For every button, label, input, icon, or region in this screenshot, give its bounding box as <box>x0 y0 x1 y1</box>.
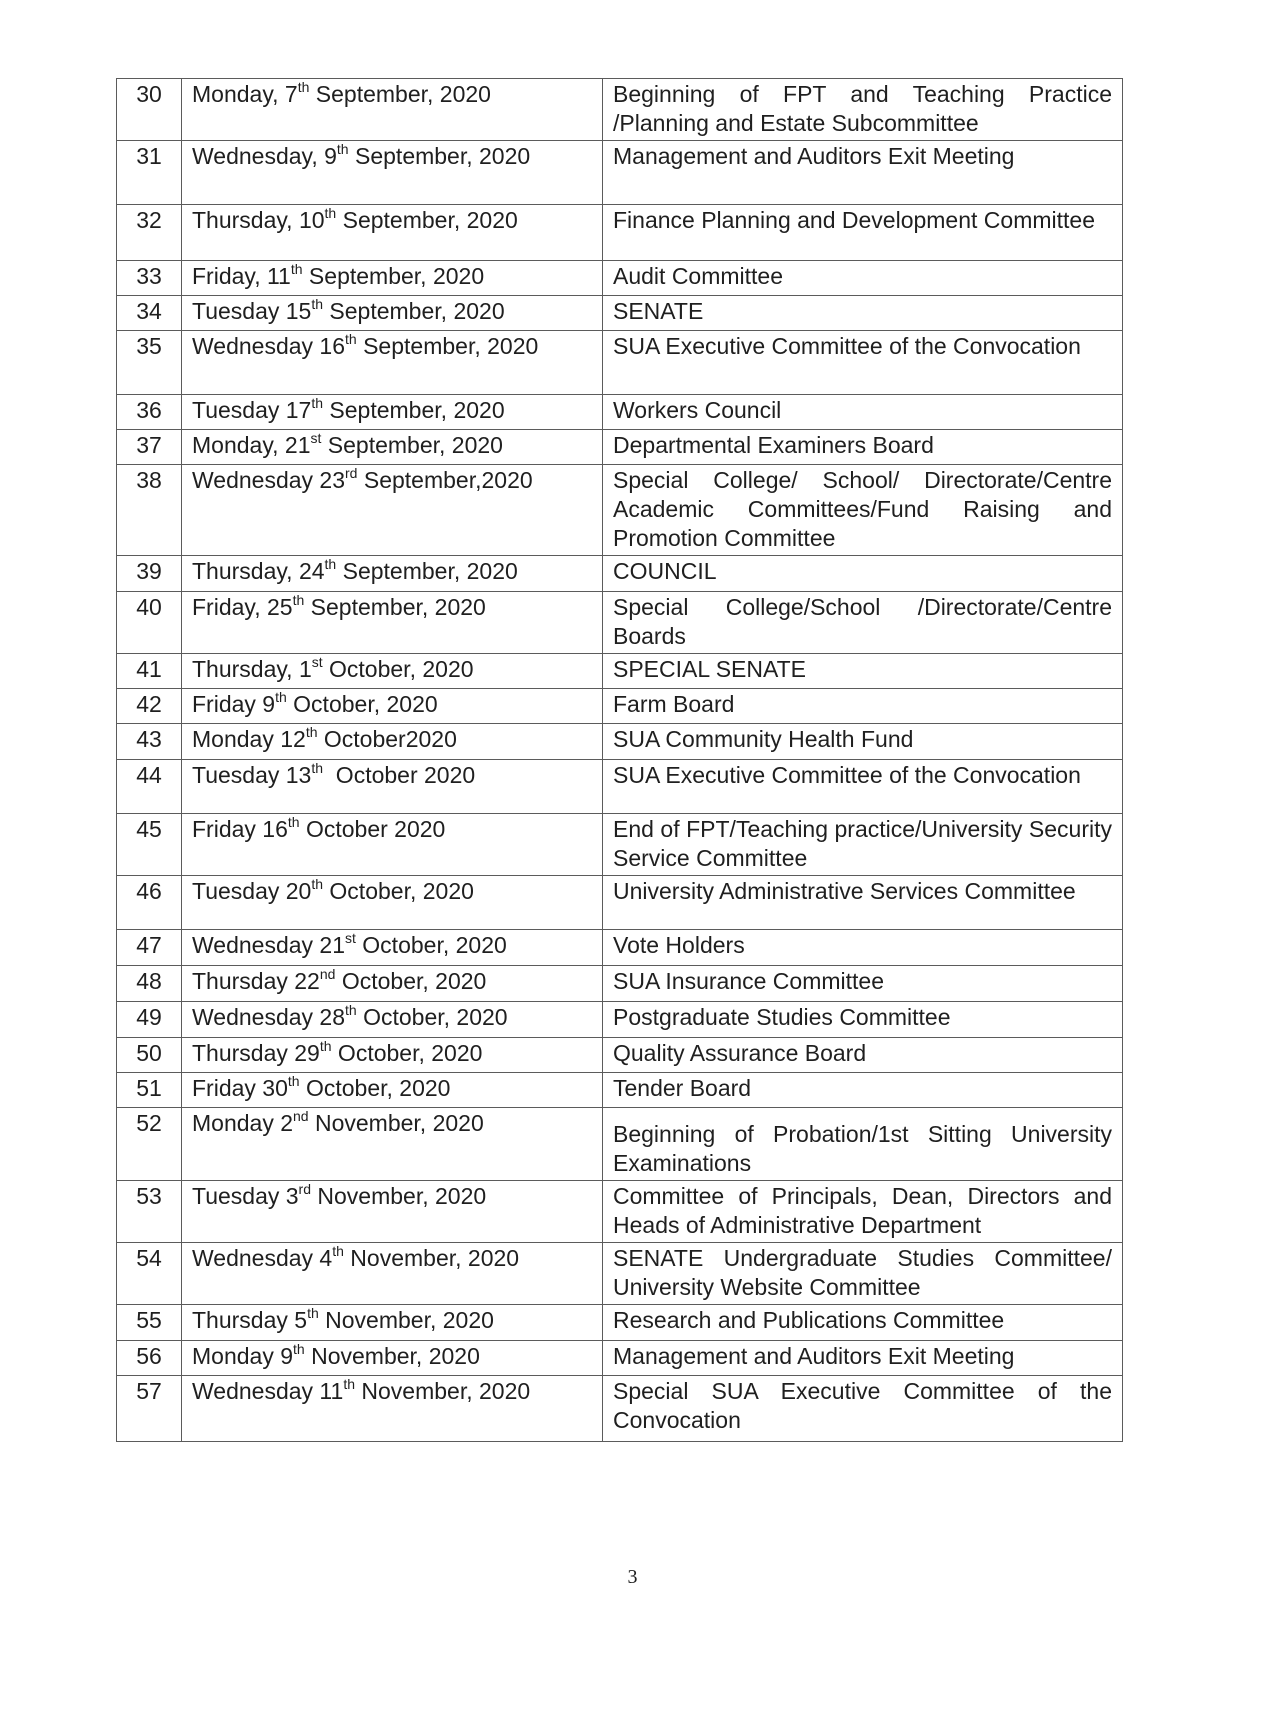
date-month-year: November, 2020 <box>311 1183 487 1209</box>
date-ordinal-suffix: th <box>311 876 324 892</box>
date-ordinal-suffix: th <box>287 814 300 830</box>
meeting-date <box>182 79 603 141</box>
table-row <box>117 556 1123 592</box>
table-row <box>117 592 1123 654</box>
date-month-year: October, 2020 <box>322 656 474 682</box>
meeting-date <box>182 296 603 331</box>
row-number: 31 <box>117 141 182 205</box>
table-row <box>117 1243 1123 1305</box>
date-month-year: October, 2020 <box>331 1040 483 1066</box>
meeting-event: SENATE <box>603 296 1123 331</box>
row-number: 32 <box>117 205 182 261</box>
meeting-event: Postgraduate Studies Committee <box>603 1002 1123 1038</box>
meeting-event: SUA Executive Committee of the Convocation <box>603 331 1123 395</box>
row-number: 30 <box>117 79 182 141</box>
meeting-date <box>182 930 603 966</box>
date-day: Tuesday 20 <box>192 878 312 904</box>
date-ordinal-suffix: th <box>307 1305 319 1321</box>
row-number: 46 <box>117 876 182 930</box>
date-ordinal-suffix: th <box>345 331 357 347</box>
table-row <box>117 141 1123 205</box>
schedule-body <box>117 79 1123 1442</box>
date-month-year: October, 2020 <box>323 878 474 904</box>
meeting-event: COUNCIL <box>603 556 1123 592</box>
date-month-year: September, 2020 <box>336 207 518 233</box>
meeting-date <box>182 1376 603 1442</box>
row-number: 35 <box>117 331 182 395</box>
meeting-event: Quality Assurance Board <box>603 1038 1123 1073</box>
date-month-year: October 2020 <box>299 816 446 842</box>
date-day: Thursday 29 <box>192 1040 320 1066</box>
table-row <box>117 760 1123 814</box>
meeting-date <box>182 1073 603 1108</box>
row-number: 56 <box>117 1341 182 1376</box>
date-ordinal-suffix: rd <box>298 1181 311 1197</box>
table-row <box>117 1002 1123 1038</box>
meeting-date <box>182 966 603 1002</box>
date-day: Thursday, 24 <box>192 558 325 584</box>
meeting-date <box>182 876 603 930</box>
date-ordinal-suffix: th <box>345 1002 357 1018</box>
date-day: Tuesday 15 <box>192 298 312 324</box>
table-row <box>117 465 1123 556</box>
meeting-event: End of FPT/Teaching practice/University Security Service Committee <box>603 814 1123 876</box>
date-ordinal-suffix: th <box>311 296 324 312</box>
meeting-date <box>182 814 603 876</box>
date-day: Thursday, 10 <box>192 207 325 233</box>
meeting-date <box>182 1038 603 1073</box>
date-ordinal-suffix: st <box>311 654 323 670</box>
date-ordinal-suffix: nd <box>293 1108 309 1124</box>
table-row <box>117 430 1123 465</box>
date-ordinal-suffix: th <box>343 1376 355 1392</box>
date-ordinal-suffix: th <box>293 1341 305 1357</box>
table-row <box>117 876 1123 930</box>
row-number: 44 <box>117 760 182 814</box>
date-day: Friday, 11 <box>192 263 291 289</box>
table-row <box>117 1181 1123 1243</box>
date-month-year: October, 2020 <box>335 968 487 994</box>
page-number: 3 <box>627 1566 638 1588</box>
date-day: Friday 9 <box>192 691 276 717</box>
date-day: Tuesday 17 <box>192 397 312 423</box>
date-day: Monday 9 <box>192 1343 294 1369</box>
row-number: 39 <box>117 556 182 592</box>
date-day: Friday 16 <box>192 816 288 842</box>
table-row <box>117 296 1123 331</box>
row-number: 38 <box>117 465 182 556</box>
meeting-event: Departmental Examiners Board <box>603 430 1123 465</box>
date-ordinal-suffix: th <box>290 261 303 277</box>
date-month-year: November, 2020 <box>355 1378 531 1404</box>
meeting-date <box>182 1181 603 1243</box>
meeting-event: Tender Board <box>603 1073 1123 1108</box>
date-month-year: September,2020 <box>357 467 533 493</box>
meeting-event: Beginning of Probation/1st Sitting University Examinations <box>603 1108 1123 1181</box>
row-number: 36 <box>117 395 182 430</box>
table-row <box>117 966 1123 1002</box>
date-month-year: September, 2020 <box>309 81 491 107</box>
row-number: 43 <box>117 724 182 760</box>
row-number: 45 <box>117 814 182 876</box>
row-number: 33 <box>117 261 182 296</box>
meeting-event: Special College/School /Directorate/Centre Boards <box>603 592 1123 654</box>
date-day: Wednesday 16 <box>192 333 346 359</box>
meeting-event: SENATE Undergraduate Studies Committee/ University Website Committee <box>603 1243 1123 1305</box>
date-ordinal-suffix: st <box>310 430 322 446</box>
row-number: 52 <box>117 1108 182 1181</box>
date-ordinal-suffix: th <box>297 79 310 95</box>
date-month-year: September, 2020 <box>348 143 531 169</box>
date-ordinal-suffix: th <box>275 689 287 705</box>
row-number: 34 <box>117 296 182 331</box>
meeting-date <box>182 1108 603 1181</box>
table-row <box>117 395 1123 430</box>
meeting-date <box>182 556 603 592</box>
date-month-year: November, 2020 <box>308 1110 484 1136</box>
date-month-year: September, 2020 <box>304 594 486 620</box>
row-number: 42 <box>117 689 182 724</box>
meeting-event: Management and Auditors Exit Meeting <box>603 141 1123 205</box>
date-day: Thursday, 1 <box>192 656 312 682</box>
date-ordinal-suffix: th <box>292 592 305 608</box>
table-row <box>117 1073 1123 1108</box>
date-day: Monday 2 <box>192 1110 294 1136</box>
row-number: 41 <box>117 654 182 689</box>
table-row <box>117 261 1123 296</box>
meeting-event: Workers Council <box>603 395 1123 430</box>
row-number: 51 <box>117 1073 182 1108</box>
date-ordinal-suffix: nd <box>319 966 336 982</box>
row-number: 55 <box>117 1305 182 1341</box>
meeting-event: Farm Board <box>603 689 1123 724</box>
meeting-date <box>182 395 603 430</box>
date-day: Thursday 22 <box>192 968 320 994</box>
date-month-year: September, 2020 <box>356 333 539 359</box>
date-day: Thursday 5 <box>192 1307 308 1333</box>
meeting-date <box>182 430 603 465</box>
meeting-event: SUA Community Health Fund <box>603 724 1123 760</box>
table-row <box>117 814 1123 876</box>
table-row <box>117 724 1123 760</box>
table-row <box>117 689 1123 724</box>
row-number: 50 <box>117 1038 182 1073</box>
date-day: Wednesday 11 <box>192 1378 344 1404</box>
table-row <box>117 205 1123 261</box>
row-number: 40 <box>117 592 182 654</box>
date-month-year: October2020 <box>317 726 457 752</box>
date-ordinal-suffix: th <box>311 395 324 411</box>
meeting-date <box>182 760 603 814</box>
date-ordinal-suffix: th <box>319 1038 332 1054</box>
table-row <box>117 1108 1123 1181</box>
row-number: 49 <box>117 1002 182 1038</box>
date-month-year: October, 2020 <box>356 1004 508 1030</box>
table-row <box>117 1038 1123 1073</box>
date-ordinal-suffix: th <box>311 760 324 776</box>
date-month-year: September, 2020 <box>321 432 503 458</box>
date-day: Tuesday 3 <box>192 1183 299 1209</box>
table-row <box>117 1341 1123 1376</box>
table-row <box>117 1305 1123 1341</box>
meeting-event: Special SUA Executive Committee of the Convocation <box>603 1376 1123 1442</box>
date-ordinal-suffix: rd <box>345 465 358 481</box>
date-month-year: November, 2020 <box>318 1307 494 1333</box>
table-row <box>117 654 1123 689</box>
date-ordinal-suffix: th <box>324 205 337 221</box>
meeting-date <box>182 261 603 296</box>
meeting-event: Vote Holders <box>603 930 1123 966</box>
table-row <box>117 1376 1123 1442</box>
row-number: 47 <box>117 930 182 966</box>
date-ordinal-suffix: th <box>336 141 349 157</box>
meeting-event: Beginning of FPT and Teaching Practice /Planning and Estate Subcommittee <box>603 79 1123 141</box>
date-ordinal-suffix: st <box>345 930 356 946</box>
table-row <box>117 331 1123 395</box>
row-number: 53 <box>117 1181 182 1243</box>
meeting-date <box>182 1305 603 1341</box>
date-month-year: September, 2020 <box>302 263 485 289</box>
date-month-year: November, 2020 <box>343 1245 520 1271</box>
meeting-date <box>182 689 603 724</box>
date-day: Friday 30 <box>192 1075 288 1101</box>
meeting-event: Committee of Principals, Dean, Directors and Heads of Administrative Department <box>603 1181 1123 1243</box>
meeting-date <box>182 1002 603 1038</box>
date-month-year: November, 2020 <box>304 1343 480 1369</box>
date-day: Wednesday 21 <box>192 932 346 958</box>
row-number: 54 <box>117 1243 182 1305</box>
date-day: Tuesday 13 <box>192 762 312 788</box>
date-day: Monday, 21 <box>192 432 311 458</box>
meeting-event: University Administrative Services Committee <box>603 876 1123 930</box>
meeting-event: Management and Auditors Exit Meeting <box>603 1341 1123 1376</box>
date-month-year: October, 2020 <box>299 1075 451 1101</box>
meeting-date <box>182 465 603 556</box>
meeting-date <box>182 331 603 395</box>
date-day: Wednesday 4 <box>192 1245 333 1271</box>
meeting-event: Research and Publications Committee <box>603 1305 1123 1341</box>
date-day: Wednesday, 9 <box>192 143 337 169</box>
meeting-date <box>182 592 603 654</box>
meeting-schedule-table <box>116 78 1123 1442</box>
date-day: Monday, 7 <box>192 81 298 107</box>
table-row <box>117 79 1123 141</box>
date-ordinal-suffix: th <box>305 724 318 740</box>
row-number: 57 <box>117 1376 182 1442</box>
table-row <box>117 930 1123 966</box>
row-number: 37 <box>117 430 182 465</box>
date-ordinal-suffix: th <box>287 1073 300 1089</box>
meeting-date <box>182 724 603 760</box>
date-month-year: October 2020 <box>323 762 476 788</box>
date-ordinal-suffix: th <box>332 1243 344 1259</box>
date-day: Wednesday 23 <box>192 467 346 493</box>
date-month-year: October, 2020 <box>355 932 507 958</box>
date-month-year: September, 2020 <box>336 558 518 584</box>
date-day: Monday 12 <box>192 726 306 752</box>
meeting-event: SPECIAL SENATE <box>603 654 1123 689</box>
meeting-event: Finance Planning and Development Committee <box>603 205 1123 261</box>
meeting-date <box>182 205 603 261</box>
date-month-year: September, 2020 <box>323 298 505 324</box>
date-day: Wednesday 28 <box>192 1004 346 1030</box>
meeting-date <box>182 654 603 689</box>
date-month-year: September, 2020 <box>323 397 505 423</box>
meeting-event: SUA Executive Committee of the Convocation <box>603 760 1123 814</box>
meeting-event: Special College/ School/ Directorate/Centre Academic Committees/Fund Raising and Promotion Committee <box>603 465 1123 556</box>
meeting-date <box>182 141 603 205</box>
meeting-event: Audit Committee <box>603 261 1123 296</box>
meeting-date <box>182 1243 603 1305</box>
row-number: 48 <box>117 966 182 1002</box>
date-day: Friday, 25 <box>192 594 293 620</box>
date-month-year: October, 2020 <box>286 691 438 717</box>
meeting-event: SUA Insurance Committee <box>603 966 1123 1002</box>
meeting-date <box>182 1341 603 1376</box>
date-ordinal-suffix: th <box>324 556 337 572</box>
